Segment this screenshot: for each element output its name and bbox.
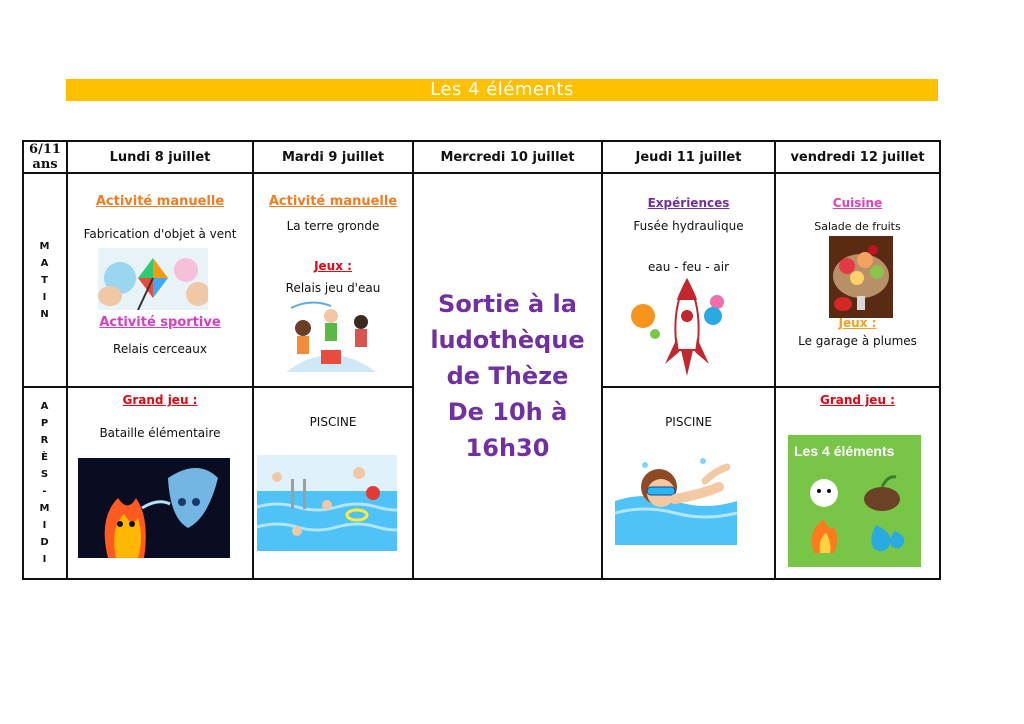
sortie-line-3: de Thèze [446,362,569,390]
weekly-planning-table [22,140,941,580]
cell-jeudi-matin [602,173,775,387]
cell-mardi-apres-midi [253,387,413,579]
water-game-image [281,298,381,372]
activity-title-2: Jeux : [314,259,352,273]
sortie-line-4: De 10h à [447,398,568,426]
morning-row [23,173,940,387]
cell-mercredi-sortie [413,173,602,579]
activity-text: Fabrication d'objet à vent [83,227,237,241]
sortie-line-5: 16h30 [465,434,550,462]
pinwheel-craft-image [98,248,208,310]
day-header-vendredi: vendredi 12 juillet [775,141,940,173]
activity-text: Salade de fruits [814,220,901,233]
sortie-line-2: ludothèque [430,326,585,354]
activity-title: Grand jeu : [820,393,895,407]
cell-vendredi-apres-midi [775,387,940,579]
activity-text-2: Relais jeu d'eau [285,281,381,295]
activity-title: Activité manuelle [268,194,398,209]
activity-title: Cuisine [832,196,883,210]
sortie-line-1: Sortie à la [438,290,577,318]
day-header-mardi: Mardi 9 juillet [253,141,413,173]
day-header-mercredi: Mercredi 10 juillet [413,141,602,173]
day-header-lundi: Lundi 8 juillet [67,141,253,173]
activity-title: Expériences [647,196,730,210]
swimming-boy-image [615,451,737,545]
row-label-apres-midi: A P R È S - M I D I [23,387,67,579]
cell-jeudi-apres-midi [602,387,775,579]
age-label: 6/11 ans [23,141,67,173]
activity-title: Grand jeu : [122,393,198,407]
four-elements-image-text: Les 4 éléments [794,443,895,459]
activity-title-2: Jeux : [838,316,877,330]
activity-text: Fusée hydraulique [633,219,744,233]
cell-lundi-matin [67,173,253,387]
cell-vendredi-matin [775,173,940,387]
activity-text-2: Le garage à plumes [798,334,917,348]
row-label-matin: M A T I N [23,173,67,387]
day-header-jeudi: Jeudi 11 juillet [602,141,775,173]
activity-text-2: Relais cerceaux [113,342,207,356]
activity-text-2: eau - feu - air [647,260,730,274]
activity-text: Bataille élémentaire [99,426,221,440]
activity-title-2: Activité sportive [99,315,221,330]
swimming-pool-image [257,455,397,551]
four-elements-image [788,435,921,567]
fruit-salad-image [829,236,893,318]
activity-text: PISCINE [665,415,712,429]
page-title: Les 4 éléments [66,79,938,101]
cell-lundi-apres-midi [67,387,253,579]
activity-text: PISCINE [309,415,357,429]
elemental-movie-image [78,458,230,558]
header-row [23,141,940,173]
activity-text: La terre gronde [286,219,380,233]
rocket-image [627,278,731,378]
activity-title: Activité manuelle [95,194,225,209]
cell-mardi-matin [253,173,413,387]
